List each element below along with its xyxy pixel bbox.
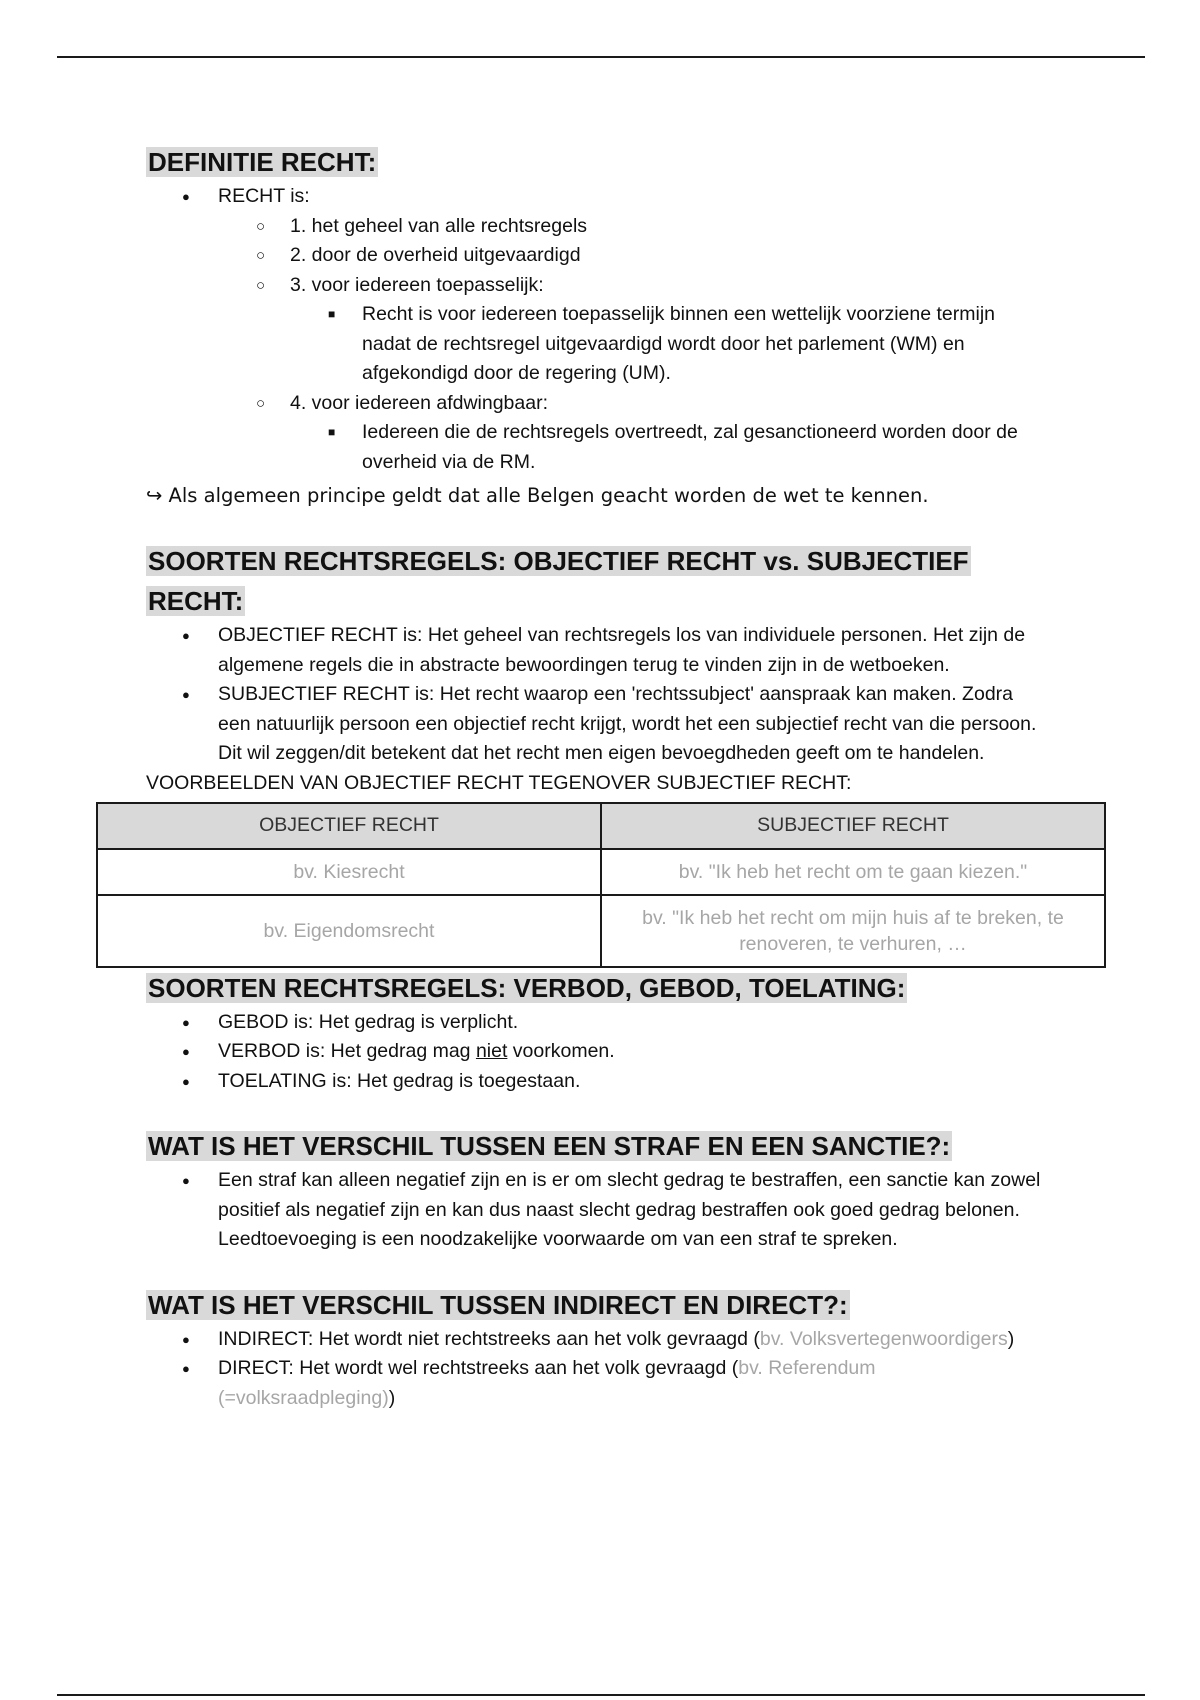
list-item: ● DIRECT: Het wordt wel rechtstreeks aan het volk gevraagd (bv. Referendum (=volksraadpleging)) xyxy=(146,1354,1046,1413)
definitie-sublist xyxy=(218,212,1046,478)
table-row xyxy=(97,895,1105,967)
straf-sanctie-list xyxy=(146,1166,1046,1255)
bottom-rule xyxy=(57,1694,1145,1696)
list-item: ■ Iedereen die de rechtsregels overtreedt, zal gesanctioneerd worden door de overheid via de RM. xyxy=(146,418,1046,477)
table-header-subjectief: SUBJECTIEF RECHT xyxy=(601,803,1105,849)
table-cell: bv. Eigendomsrecht xyxy=(97,895,601,967)
principle-note: ↪ Als algemeen principe geldt dat alle Belgen geacht worden de wet te kennen. xyxy=(146,484,929,507)
table-cell: bv. "Ik heb het recht om te gaan kiezen." xyxy=(601,849,1105,895)
list-item: ● VERBOD is: Het gedrag mag niet voorkomen. xyxy=(146,1037,1046,1067)
table-row xyxy=(97,849,1105,895)
list-item: ● TOELATING is: Het gedrag is toegestaan. xyxy=(146,1067,1046,1097)
list-item: ○ 2. door de overheid uitgevaardigd xyxy=(146,241,1046,271)
top-rule xyxy=(57,56,1145,58)
table-caption: VOORBEELDEN VAN OBJECTIEF RECHT TEGENOVER SUBJECTIEF RECHT: xyxy=(146,771,852,794)
document-body xyxy=(146,142,1064,1413)
list-item: ● GEBOD is: Het gedrag is verplicht. xyxy=(146,1008,1046,1038)
comparison-table xyxy=(96,802,1106,968)
objectief-subjectief-list xyxy=(146,621,1046,769)
section-heading-straf-sanctie: WAT IS HET VERSCHIL TUSSEN EEN STRAF EN EEN SANCTIE?: xyxy=(148,1131,951,1161)
table-header-objectief: OBJECTIEF RECHT xyxy=(97,803,601,849)
sub3-detail-list xyxy=(290,300,1046,389)
list-item: ● OBJECTIEF RECHT is: Het geheel van rechtsregels los van individuele personen. Het zijn de algemene regels die in abstracte bewoordingen terug te vinden zijn in de wetboeken. xyxy=(146,621,1046,680)
section-heading-verbod-gebod: SOORTEN RECHTSREGELS: VERBOD, GEBOD, TOELATING: xyxy=(148,972,906,1003)
section-heading-definitie: DEFINITIE RECHT: xyxy=(148,147,377,177)
table-cell: bv. Kiesrecht xyxy=(97,849,601,895)
sub4-detail-list xyxy=(290,418,1046,477)
list-item: ● RECHT is: ○ 1. het geheel van alle rechtsregels ○ 2. door de overheid uitgevaardigd ○ 3. voor iedereen toepasselijk: ■ Recht is voor iedereen toepasselijk binnen een wettelijk voorziene termijn nadat de rechtsregel uitgevaardigd wordt door het parlement (WM) en afgekondigd door de regering (UM). ○ 4. voor iedereen afdwingbaar: ■ Iedereen die de rechtsregels overtreedt, zal gesanctioneerd worden door de overheid via de RM. xyxy=(146,182,1046,477)
section-heading-indirect-direct: WAT IS HET VERSCHIL TUSSEN INDIRECT EN DIRECT?: xyxy=(148,1289,848,1320)
section-heading-objectief-subjectief: SOORTEN RECHTSREGELS: OBJECTIEF RECHT vs. SUBJECTIEF RECHT: xyxy=(148,546,969,616)
list-item: ○ 1. het geheel van alle rechtsregels xyxy=(146,212,1046,242)
list-item: ○ 4. voor iedereen afdwingbaar: ■ Iedereen die de rechtsregels overtreedt, zal gesanctioneerd worden door de overheid via de RM. xyxy=(146,389,1046,478)
list-item: ● SUBJECTIEF RECHT is: Het recht waarop een 'rechtssubject' aanspraak kan maken. Zodra een natuurlijk persoon een objectief recht krijgt, wordt het een subjectief recht van die persoon. Dit wil zeggen/dit betekent dat het recht men eigen bevoegdheden geeft om te handelen. xyxy=(146,680,1046,769)
list-item: ● INDIRECT: Het wordt niet rechtstreeks aan het volk gevraagd (bv. Volksvertegenwoordigers) xyxy=(146,1325,1046,1355)
indirect-direct-list xyxy=(146,1325,1046,1414)
verbod-gebod-list xyxy=(146,1008,1046,1097)
definitie-list xyxy=(146,182,1046,477)
table-cell: bv. "Ik heb het recht om mijn huis af te breken, te renoveren, te verhuren, … xyxy=(601,895,1105,967)
list-item: ● Een straf kan alleen negatief zijn en is er om slecht gedrag te bestraffen, een sanctie kan zowel positief als negatief zijn en kan dus naast slecht gedrag bestraffen ook goed gedrag belonen. Leedtoevoeging is een noodzakelijke voorwaarde om van een straf te spreken. xyxy=(146,1166,1046,1255)
list-item: ○ 3. voor iedereen toepasselijk: ■ Recht is voor iedereen toepasselijk binnen een wettelijk voorziene termijn nadat de rechtsregel uitgevaardigd wordt door het parlement (WM) en afgekondigd door de regering (UM). xyxy=(146,271,1046,389)
list-item: ■ Recht is voor iedereen toepasselijk binnen een wettelijk voorziene termijn nadat de rechtsregel uitgevaardigd wordt door het parlement (WM) en afgekondigd door de regering (UM). xyxy=(146,300,1046,389)
